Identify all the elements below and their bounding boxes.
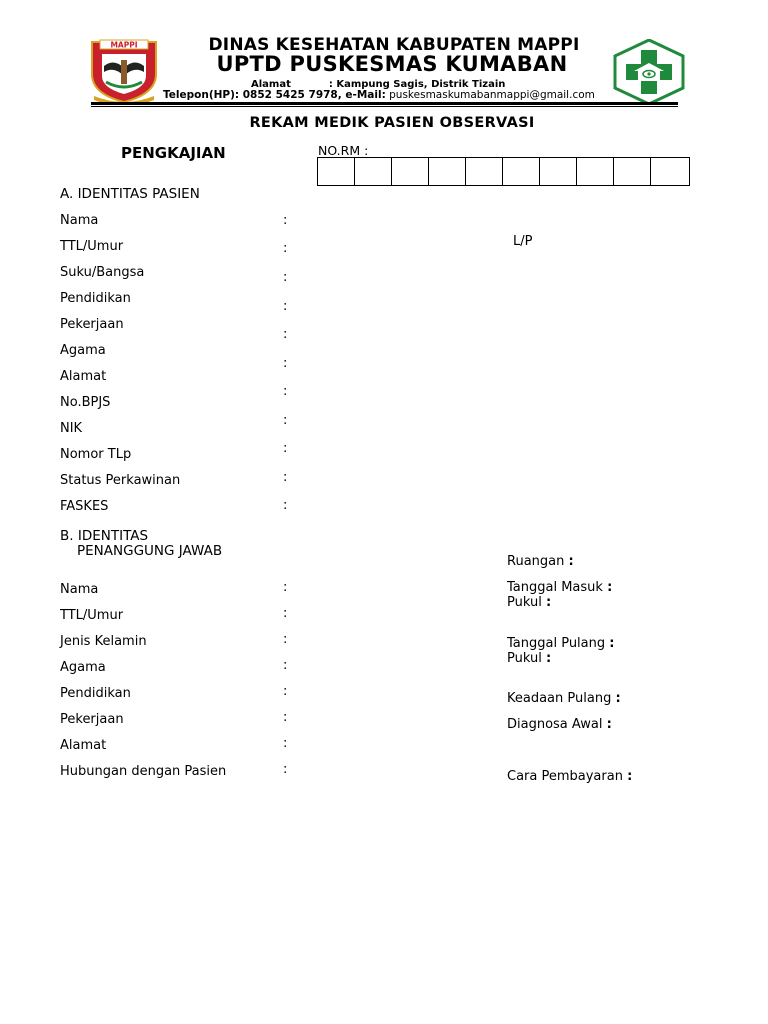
guardian-field-label: Nama — [60, 582, 99, 597]
initial-diagnosis — [507, 717, 612, 732]
guardian-field-colon: : — [283, 632, 288, 647]
rm-digit-box[interactable] — [466, 158, 503, 185]
rm-digit-box[interactable] — [355, 158, 392, 185]
assessment-heading: PENGKAJIAN — [121, 144, 226, 162]
admission-date-out-label: Tanggal Pulang — [507, 636, 606, 651]
guardian-field-label: Jenis Kelamin — [60, 634, 147, 649]
guardian-identity-heading: B. IDENTITAS — [60, 528, 149, 544]
patient-field-label: Nomor TLp — [60, 447, 132, 462]
patient-field-colon: : — [283, 241, 288, 256]
discharge-condition — [507, 691, 621, 706]
admission-date-out — [507, 636, 614, 651]
rm-digit-box[interactable] — [318, 158, 355, 185]
patient-field-colon: : — [283, 441, 288, 456]
rm-digit-box[interactable] — [577, 158, 614, 185]
guardian-field-label: TTL/Umur — [60, 608, 124, 623]
rm-digit-box[interactable] — [392, 158, 429, 185]
patient-field-label: No.BPJS — [60, 395, 111, 410]
patient-field-label: TTL/Umur — [60, 239, 124, 254]
rm-digit-box[interactable] — [429, 158, 466, 185]
admission-time-in — [507, 595, 551, 610]
header-rule-thin — [91, 106, 678, 107]
admission-room — [507, 554, 574, 569]
puskesmas-name: UPTD PUSKESMAS KUMABAN — [216, 52, 568, 76]
rm-digit-box[interactable] — [651, 158, 689, 185]
guardian-identity-heading-2: PENANGGUNG JAWAB — [77, 543, 223, 559]
payment-method — [507, 769, 632, 784]
guardian-field-label: Pendidikan — [60, 686, 131, 701]
rm-digit-box[interactable] — [503, 158, 540, 185]
initial-diagnosis-label: Diagnosa Awal — [507, 717, 603, 732]
guardian-field-colon: : — [283, 580, 288, 595]
patient-field-label: FASKES — [60, 499, 109, 514]
admission-time-out-label: Pukul — [507, 651, 542, 666]
rm-digit-box[interactable] — [540, 158, 577, 185]
patient-field-label: Nama — [60, 213, 99, 228]
agency-name: DINAS KESEHATAN KABUPATEN MAPPI — [208, 35, 580, 55]
guardian-field-colon: : — [283, 736, 288, 751]
patient-field-label: Pekerjaan — [60, 317, 124, 332]
payment-method-label: Cara Pembayaran — [507, 769, 623, 784]
patient-field-label: Suku/Bangsa — [60, 265, 145, 280]
patient-field-label: Pendidikan — [60, 291, 131, 306]
document-title: REKAM MEDIK PASIEN OBSERVASI — [249, 115, 535, 131]
email-text: puskesmaskumabanmappi@gmail.com — [389, 89, 595, 101]
initial-diagnosis-colon: : — [606, 717, 612, 732]
admission-date-in-label: Tanggal Masuk — [507, 580, 603, 595]
patient-field-colon: : — [283, 270, 288, 285]
patient-identity-heading: A. IDENTITAS PASIEN — [60, 186, 200, 202]
guardian-field-label: Alamat — [60, 738, 107, 753]
admission-time-in-colon: : — [545, 595, 552, 610]
guardian-field-colon: : — [283, 606, 288, 621]
discharge-condition-colon: : — [615, 691, 621, 706]
admission-date-in-colon: : — [607, 580, 613, 595]
admission-room-label: Ruangan — [507, 554, 565, 569]
patient-field-colon: : — [283, 413, 288, 428]
patient-field-label: Status Perkawinan — [60, 473, 181, 488]
patient-field-colon: : — [283, 327, 288, 342]
contact-line — [163, 89, 595, 101]
guardian-field-label: Pekerjaan — [60, 712, 124, 727]
guardian-field-colon: : — [283, 710, 288, 725]
admission-time-in-label: Pukul — [507, 595, 542, 610]
address-value: : Kampung Sagis, Distrik Tizain — [328, 79, 506, 90]
rm-digit-box[interactable] — [614, 158, 651, 185]
rm-number-label: NO.RM : — [318, 143, 369, 158]
patient-field-colon: : — [283, 299, 288, 314]
patient-field-colon: : — [283, 470, 288, 485]
phone-label: Telepon(HP): 0852 5425 7978, e-Mail: — [163, 89, 386, 101]
admission-date-in — [507, 580, 612, 595]
address-label: Alamat — [251, 79, 291, 90]
admission-time-out — [507, 651, 551, 666]
rm-number-boxes — [317, 157, 690, 186]
patient-field-colon: : — [283, 384, 288, 399]
sex-label: L/P — [513, 234, 533, 249]
guardian-field-label: Agama — [60, 660, 106, 675]
guardian-field-colon: : — [283, 684, 288, 699]
emblem-text: MAPPI — [110, 40, 138, 50]
discharge-condition-label: Keadaan Pulang — [507, 691, 612, 706]
header-rule-thick — [91, 102, 678, 105]
payment-method-colon: : — [627, 769, 633, 784]
patient-field-label: Agama — [60, 343, 106, 358]
admission-room-colon: : — [568, 554, 574, 569]
patient-field-label: NIK — [60, 421, 83, 436]
guardian-field-label: Hubungan dengan Pasien — [60, 764, 227, 779]
guardian-field-colon: : — [283, 762, 288, 777]
patient-field-colon: : — [283, 498, 288, 513]
patient-field-colon: : — [283, 356, 288, 371]
patient-field-label: Alamat — [60, 369, 107, 384]
admission-time-out-colon: : — [545, 651, 552, 666]
guardian-field-colon: : — [283, 658, 288, 673]
patient-field-colon: : — [283, 213, 288, 228]
admission-date-out-colon: : — [609, 636, 615, 651]
